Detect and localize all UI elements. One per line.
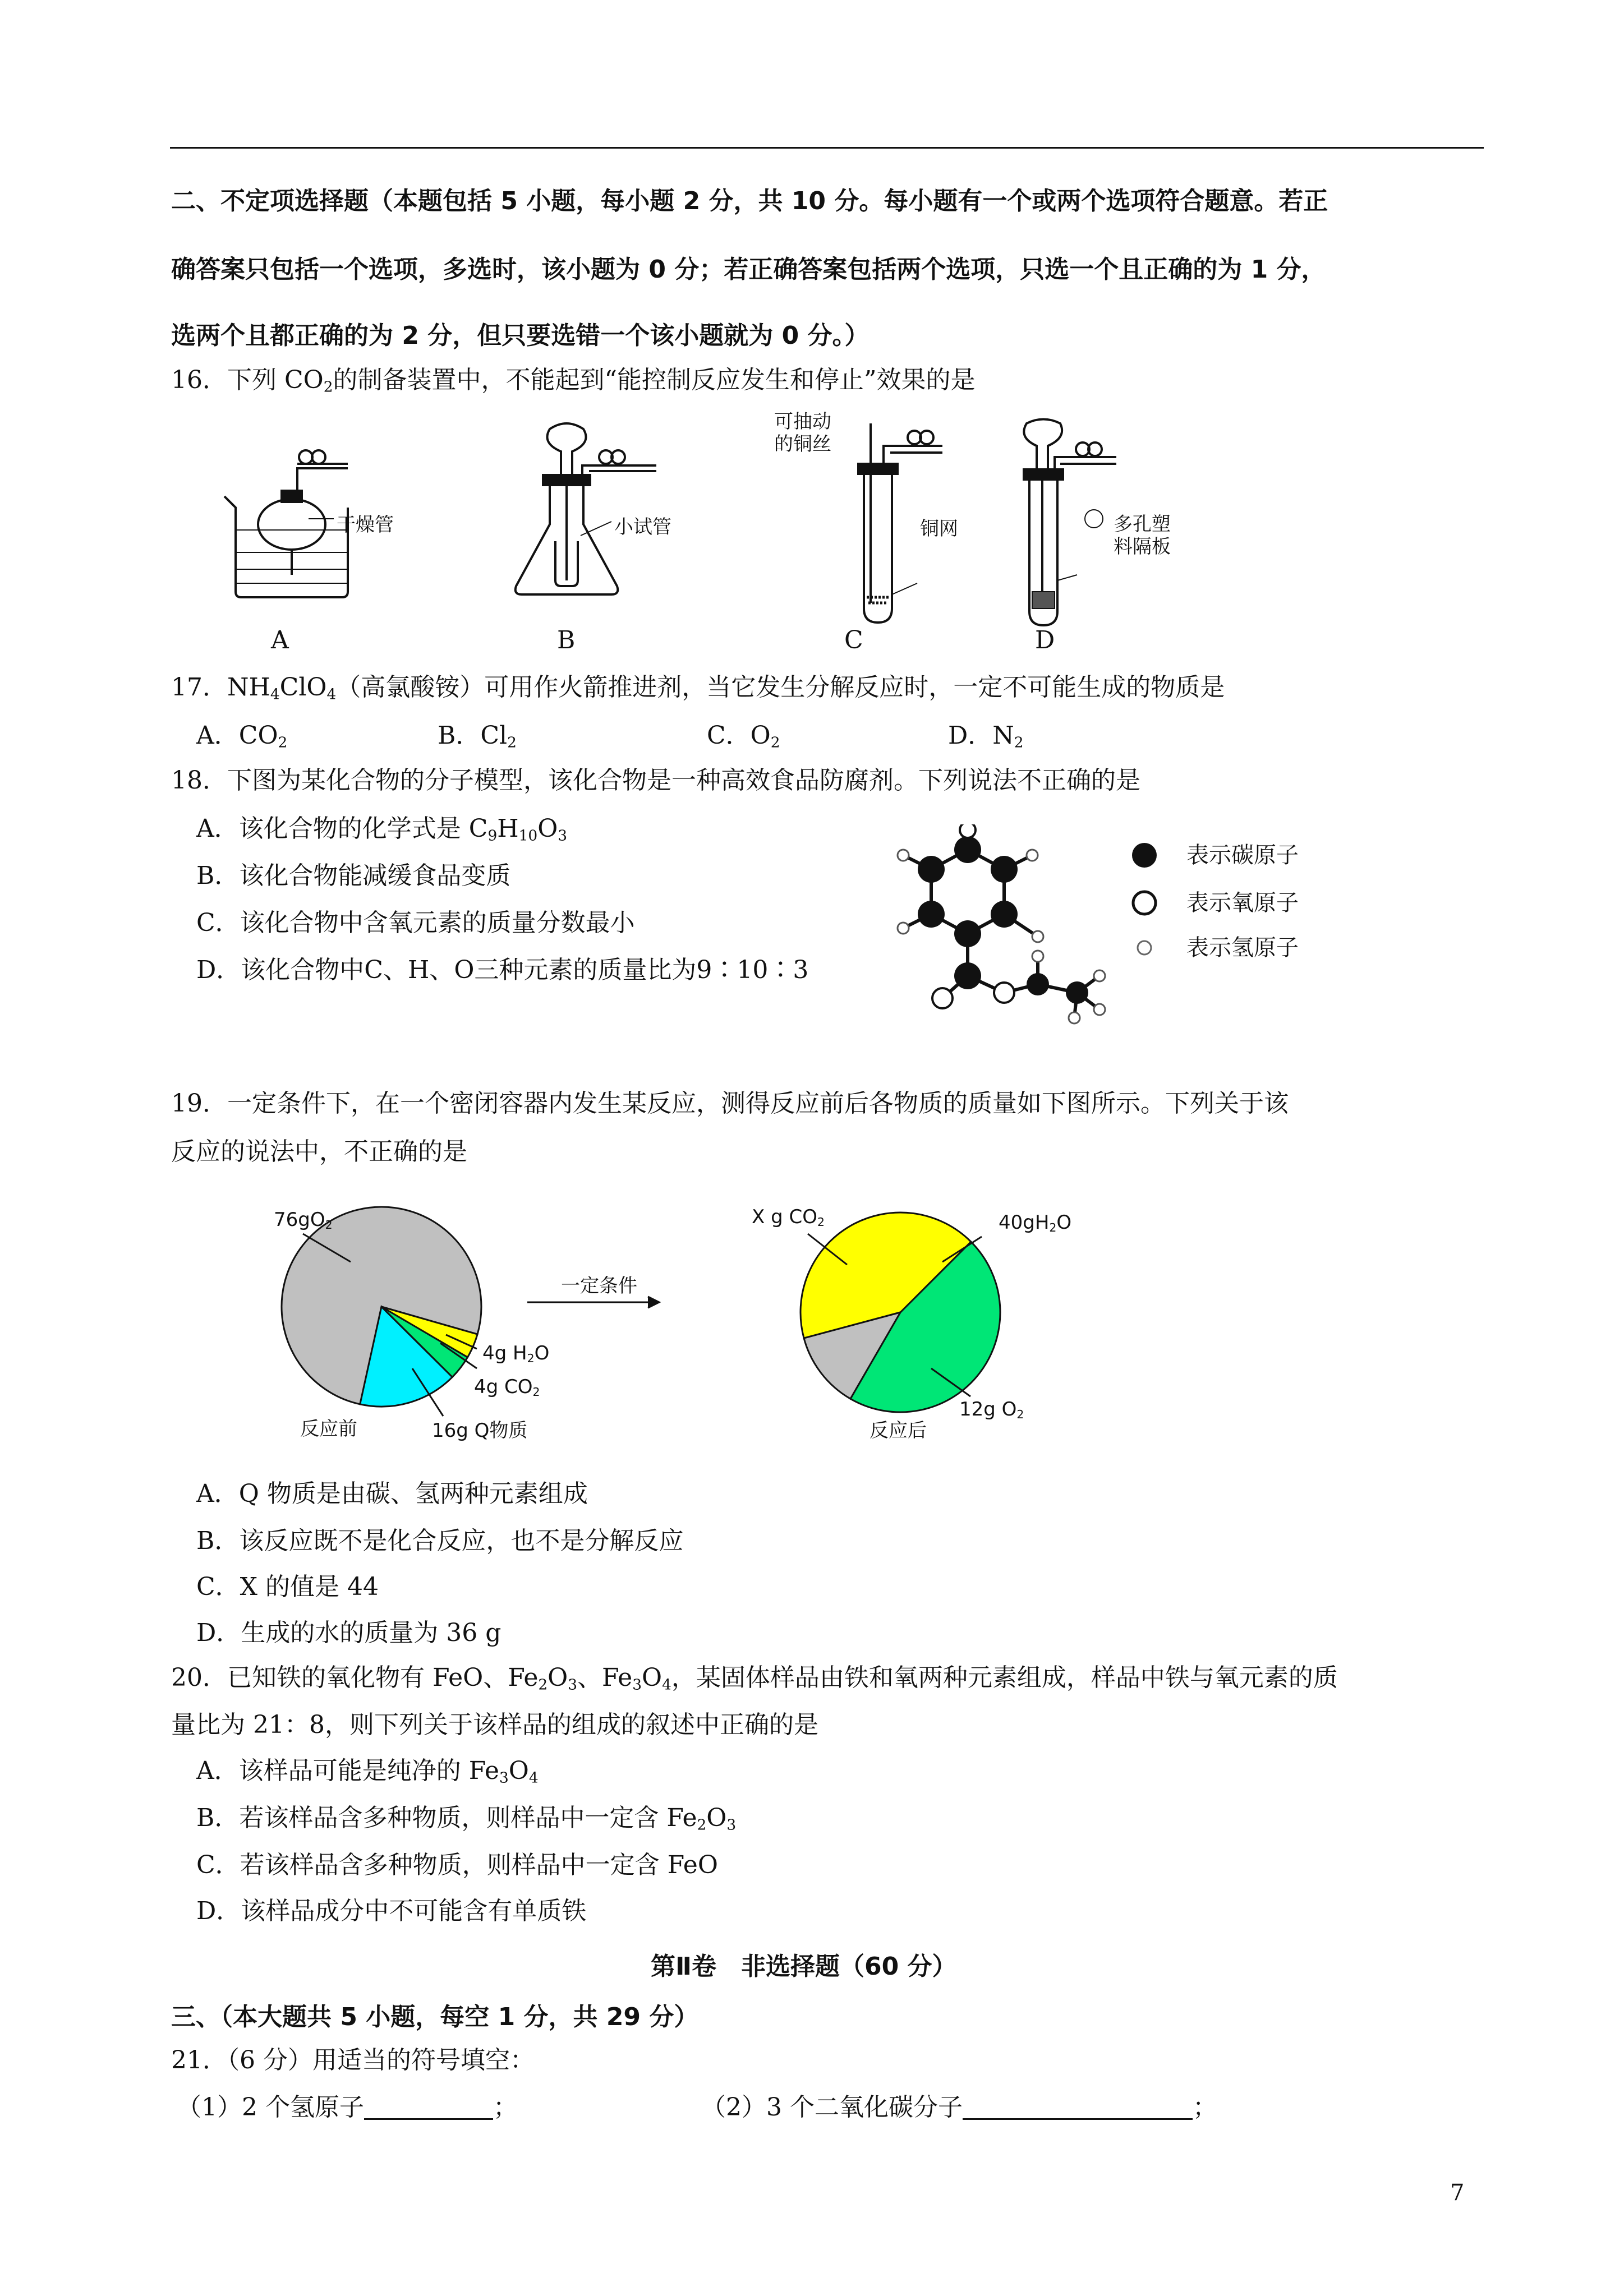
q18-option-a: A．该化合物的化学式是 $C_9H_{10}O_3$ bbox=[196, 814, 568, 845]
q19-after-co2-label: X g $CO_2$ bbox=[752, 1206, 825, 1229]
q21-item1: （1）2 个氢原子 ； bbox=[177, 2093, 518, 2122]
q19-after-h2o-label: $40gH_2O$ bbox=[999, 1211, 1072, 1235]
hydrogen-atom-icon bbox=[1138, 941, 1151, 955]
q20-line2: 量比为 21：8，则下列关于该样品的组成的叙述中正确的是 bbox=[171, 1711, 818, 1739]
q19-option-b: B．该反应既不是化合反应，也不是分解反应 bbox=[196, 1527, 684, 1555]
q16-option-d: D bbox=[1035, 626, 1055, 654]
q19-before-co2-label: 4g $CO_2$ bbox=[474, 1376, 540, 1399]
carbon-atom-icon bbox=[1132, 843, 1157, 868]
section2-line3: 选两个且都正确的为 2 分，但只要选错一个该小题就为 0 分。） bbox=[171, 321, 869, 350]
q20-option-d: D．该样品成分中不可能含有单质铁 bbox=[196, 1897, 587, 1925]
q20-option-b: B．若该样品含多种物质，则样品中一定含 $Fe_2O_3$ bbox=[196, 1804, 737, 1834]
q21-item2: （2）3 个二氧化碳分子 ； bbox=[701, 2093, 1217, 2122]
q18-legend-icons bbox=[1128, 838, 1161, 967]
q16-b-label: 小试管 bbox=[614, 516, 671, 538]
pie-before bbox=[282, 1207, 481, 1407]
q17-option-a: A．$CO_2$ bbox=[196, 721, 288, 751]
q16-option-a: A bbox=[271, 626, 289, 654]
q19-line2: 反应的说法中，不正确的是 bbox=[171, 1137, 467, 1166]
q18-legend-oxygen: 表示氧原子 bbox=[1186, 890, 1299, 916]
q19-after-title: 反应后 bbox=[869, 1419, 927, 1442]
section2-line1: 二、不定项选择题（本题包括 5 小题，每小题 2 分，共 10 分。每小题有一个或两个选项符合题意。若正 bbox=[171, 187, 1328, 215]
page-number: 7 bbox=[1450, 2180, 1465, 2206]
q19-line1: 19．一定条件下，在一个密闭容器内发生某反应，测得反应前后各物质的质量如下图所示。下列关于该 bbox=[171, 1089, 1289, 1118]
pie-after bbox=[801, 1212, 1000, 1412]
q16-c-label: 铜网 bbox=[920, 518, 958, 540]
q17-stem: 17．$NH_4ClO_4$（高氯酸铵）可用作火箭推进剂，当它发生分解反应时，一定不可能生成的物质是 bbox=[171, 673, 1225, 703]
q19-option-c: C．X 的值是 44 bbox=[196, 1573, 379, 1601]
q19-before-q-label: 16g Q物质 bbox=[432, 1419, 528, 1442]
q19-arrow-label: 一定条件 bbox=[561, 1275, 637, 1297]
q16-a-label: 干燥管 bbox=[337, 514, 394, 536]
q19-before-h2o-label: 4g $H_2O$ bbox=[482, 1342, 550, 1366]
q18-legend-hydrogen: 表示氢原子 bbox=[1186, 935, 1299, 961]
q18-option-b: B．该化合物能减缓食品变质 bbox=[196, 861, 511, 890]
q19-option-a: A．Q 物质是由碳、氢两种元素组成 bbox=[196, 1479, 588, 1508]
q20-line1: 20．已知铁的氧化物有 FeO、$Fe_2O_3$、$Fe_3O_4$，某固体样品由铁和氧两种元素组成，样品中铁与氧元素的质 bbox=[171, 1663, 1338, 1694]
q16-stem: 16．下列 $CO_2$的制备装置中，不能起到“能控制反应发生和停止”效果的是 bbox=[171, 366, 976, 396]
q17-option-b: B．$Cl_2$ bbox=[438, 721, 517, 751]
q21-item1-blank[interactable] bbox=[364, 2096, 493, 2120]
q21-item2-blank[interactable] bbox=[963, 2096, 1193, 2120]
q20-option-c: C．若该样品含多种物质，则样品中一定含 FeO bbox=[196, 1851, 718, 1879]
q18-stem: 18．下图为某化合物的分子模型，该化合物是一种高效食品防腐剂。下列说法不正确的是 bbox=[171, 766, 1140, 795]
q17-option-c: C．$O_2$ bbox=[707, 721, 780, 751]
section2-line2: 确答案只包括一个选项，多选时，该小题为 0 分；若正确答案包括两个选项，只选一个且正确的为 1 分， bbox=[171, 255, 1326, 284]
q18-option-c: C．该化合物中含氧元素的质量分数最小 bbox=[196, 909, 635, 937]
q19-option-d: D．生成的水的质量为 36 g bbox=[196, 1619, 502, 1647]
q16-option-b: B bbox=[557, 626, 576, 654]
q18-molecule-model bbox=[869, 824, 1172, 1032]
q21-stem: 21．（6 分）用适当的符号填空： bbox=[171, 2046, 535, 2074]
q18-legend-carbon: 表示碳原子 bbox=[1186, 842, 1299, 868]
q19-after-o2-label: 12g $O_2$ bbox=[959, 1398, 1024, 1422]
header-rule bbox=[170, 147, 1484, 149]
q19-before-title: 反应前 bbox=[300, 1418, 357, 1440]
part2-title: 第Ⅱ卷 非选择题（60 分） bbox=[651, 1952, 957, 1981]
section3-title: 三、（本大题共 5 小题，每空 1 分，共 29 分） bbox=[171, 2003, 699, 2031]
q18-option-d: D．该化合物中C、H、O三种元素的质量比为9∶10∶3 bbox=[196, 956, 809, 984]
q16-d-label: 多孔塑 料隔板 bbox=[1114, 513, 1171, 558]
q19-before-o2-label: $76gO_2$ bbox=[274, 1209, 333, 1232]
q16-option-c: C bbox=[844, 626, 863, 654]
oxygen-atom-icon bbox=[1133, 892, 1156, 914]
q16-c-wire-label: 可抽动 的铜丝 bbox=[774, 411, 831, 455]
q17-option-d: D．$N_2$ bbox=[948, 721, 1024, 751]
q20-option-a: A．该样品可能是纯净的 $Fe_3O_4$ bbox=[196, 1756, 539, 1787]
